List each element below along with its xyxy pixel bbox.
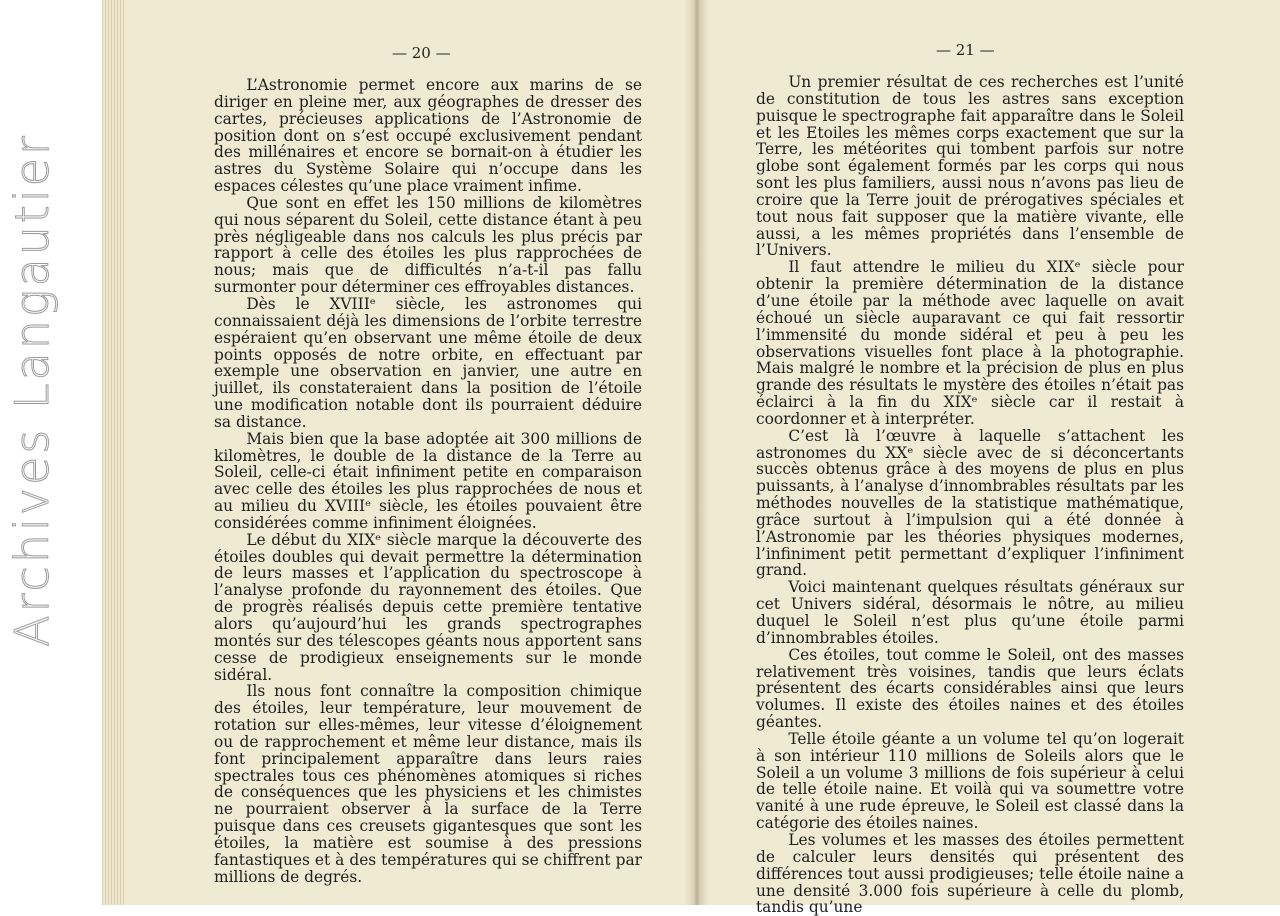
paragraph: L’Astronomie permet encore aux marins de se diriger en pleine mer, aux géographes de dresser des cartes, précieuses applications de l’Astronomie de position dont on s’est occupé exclusivement pendant des millénaires et encore se bornait-on à étudier les astres du Système Solaire qui n’occupe dans les espaces célestes qu’une place vraiment infime. — [214, 76, 642, 196]
left-page-number: — 20 — — [392, 44, 451, 62]
paragraph: C’est là l’œuvre à laquelle s’attachent les astronomes du XXᵉ siècle avec de si déconcertants succès obtenus grâce à des moyens de plus en plus puissants, à l’analyse d’innombrables résultats par les méthodes nouvelles de la statistique mathématique, grâce surtout à l’impulsion qui a été donnée à l’Astronomie par les théories physiques modernes, l’infiniment petit permettant d’expliquer l’infiniment grand. — [756, 426, 1184, 580]
paragraph: Mais bien que la base adoptée ait 300 millions de kilomètres, le double de la distance de la Terre au Soleil, celle-ci était infiniment petite en comparaison avec celle des étoiles les plus rapprochées de nous et au milieu du XVIIIᵉ siècle, les étoiles pouvaient être considérées comme infiniment éloignées. — [214, 429, 642, 532]
paragraph: Dès le XVIIIᵉ siècle, les astronomes qui connaissaient déjà les dimensions de l’orbite terrestre espéraient qu’en observant une même étoile de deux points opposés de notre orbite, en effectuant par exemple une observation en janvier, une autre en juillet, ils constateraient dans la position de l’étoile une modification notable dont ils pourraient déduire sa distance. — [214, 294, 642, 431]
left-page-text — [214, 77, 642, 886]
paragraph: Les volumes et les masses des étoiles permettent de calculer leurs densités qui présentent des différences tout aussi prodigieuses; telle étoile naine a une densité 3.000 fois supérieure à celle du plomb, tandis qu’une — [756, 830, 1184, 916]
archives-watermark — [2, 110, 62, 670]
paragraph: Telle étoile géante a un volume tel qu’on logerait à son intérieur 110 millions de Soleils alors que le Soleil a un volume 3 millions de fois supérieur à celui de telle étoile naine. Et voilà qui va soumettre votre vanité à une rude épreuve, le Soleil est classé dans la catégorie des étoiles naines. — [756, 729, 1184, 833]
paragraph: Que sont en effet les 150 millions de kilomètres qui nous séparent du Soleil, cette distance étant à peu près négligeable dans nos calculs les plus précis par rapport à celle des étoiles les plus rapprochées de nous; mais que de difficultés n’a-t-il pas fallu surmonter pour déterminer ces effroyables distances. — [214, 193, 642, 297]
paragraph: Ces étoiles, tout comme le Soleil, ont des masses relativement très voisines, tandis que leurs éclats présentent des écarts considérables ainsi que leurs volumes. Il existe des étoiles naines et des étoiles géantes. — [756, 645, 1184, 732]
book-gutter — [684, 0, 710, 905]
paragraph: Il faut attendre le milieu du XIXᵉ siècle pour obtenir la première détermination de la distance d’une étoile par la méthode avec laquelle on avait échoué un siècle auparavant ce qui fait ressortir l’immensité du monde sidéral et peu à peu les observations visuelles font place à la photographie. Mais malgré le nombre et la précision de plus en plus grande des résultats le mystère des étoiles n’était pas éclairci à la fin du XIXᵉ siècle car il restait à coordonner et à interpréter. — [756, 258, 1184, 428]
paragraph: Voici maintenant quelques résultats généraux sur cet Univers sidéral, désormais le nôtre, au milieu duquel le Soleil n’est plus qu’une étoile parmi d’innombrables étoiles. — [756, 578, 1184, 647]
watermark-text: Archives Langautier — [5, 133, 59, 647]
paragraph: Le début du XIXᵉ siècle marque la découverte des étoiles doubles qui devait permettre la détermination de leurs masses et l’application du spectroscope à l’analyse profonde du rayonnement des étoiles. Que de progrès réalisés depuis cette première tentative alors qu’aujourd’hui les grands spectrographes montés sur des télescopes géants nous apportent sans cesse de prodigieux enseignements sur le monde sidéral. — [214, 530, 642, 684]
paragraph: Un premier résultat de ces recherches est l’unité de constitution de tous les astres sans exception puisque le spectrographe fait apparaître dans le Soleil et les Etoiles les mêmes corps exactement que sur la Terre, les météorites qui tombent parfois sur notre globe sont également formés par les corps qui nous sont les plus familiers, aussi nous n’avons pas lieu de croire que la Terre jouit de prérogatives spéciales et tout nous fait supposer que la matière vivante, elle aussi, a les mêmes propriétés dans l’ensemble de l’Univers. — [756, 73, 1184, 260]
paragraph: Ils nous font connaître la composition chimique des étoiles, leur température, leur mouvement de rotation sur elles-mêmes, leur vitesse d’éloignement ou de rapprochement et même leur distance, mais ils font principalement apparaître dans leurs raies spectrales tous ces phénomènes atomiques si riches de conséquences que les physiciens et les chimistes ne pourraient observer à la surface de la Terre puisque dans ces creusets gigantesques que sont les étoiles, la matière est soumise à des pressions fantastiques et à des températures qui se chiffrent par millions de degrés. — [214, 682, 642, 886]
page-edges — [102, 0, 124, 905]
right-page-text — [756, 74, 1184, 916]
right-page-number: — 21 — — [936, 41, 995, 59]
